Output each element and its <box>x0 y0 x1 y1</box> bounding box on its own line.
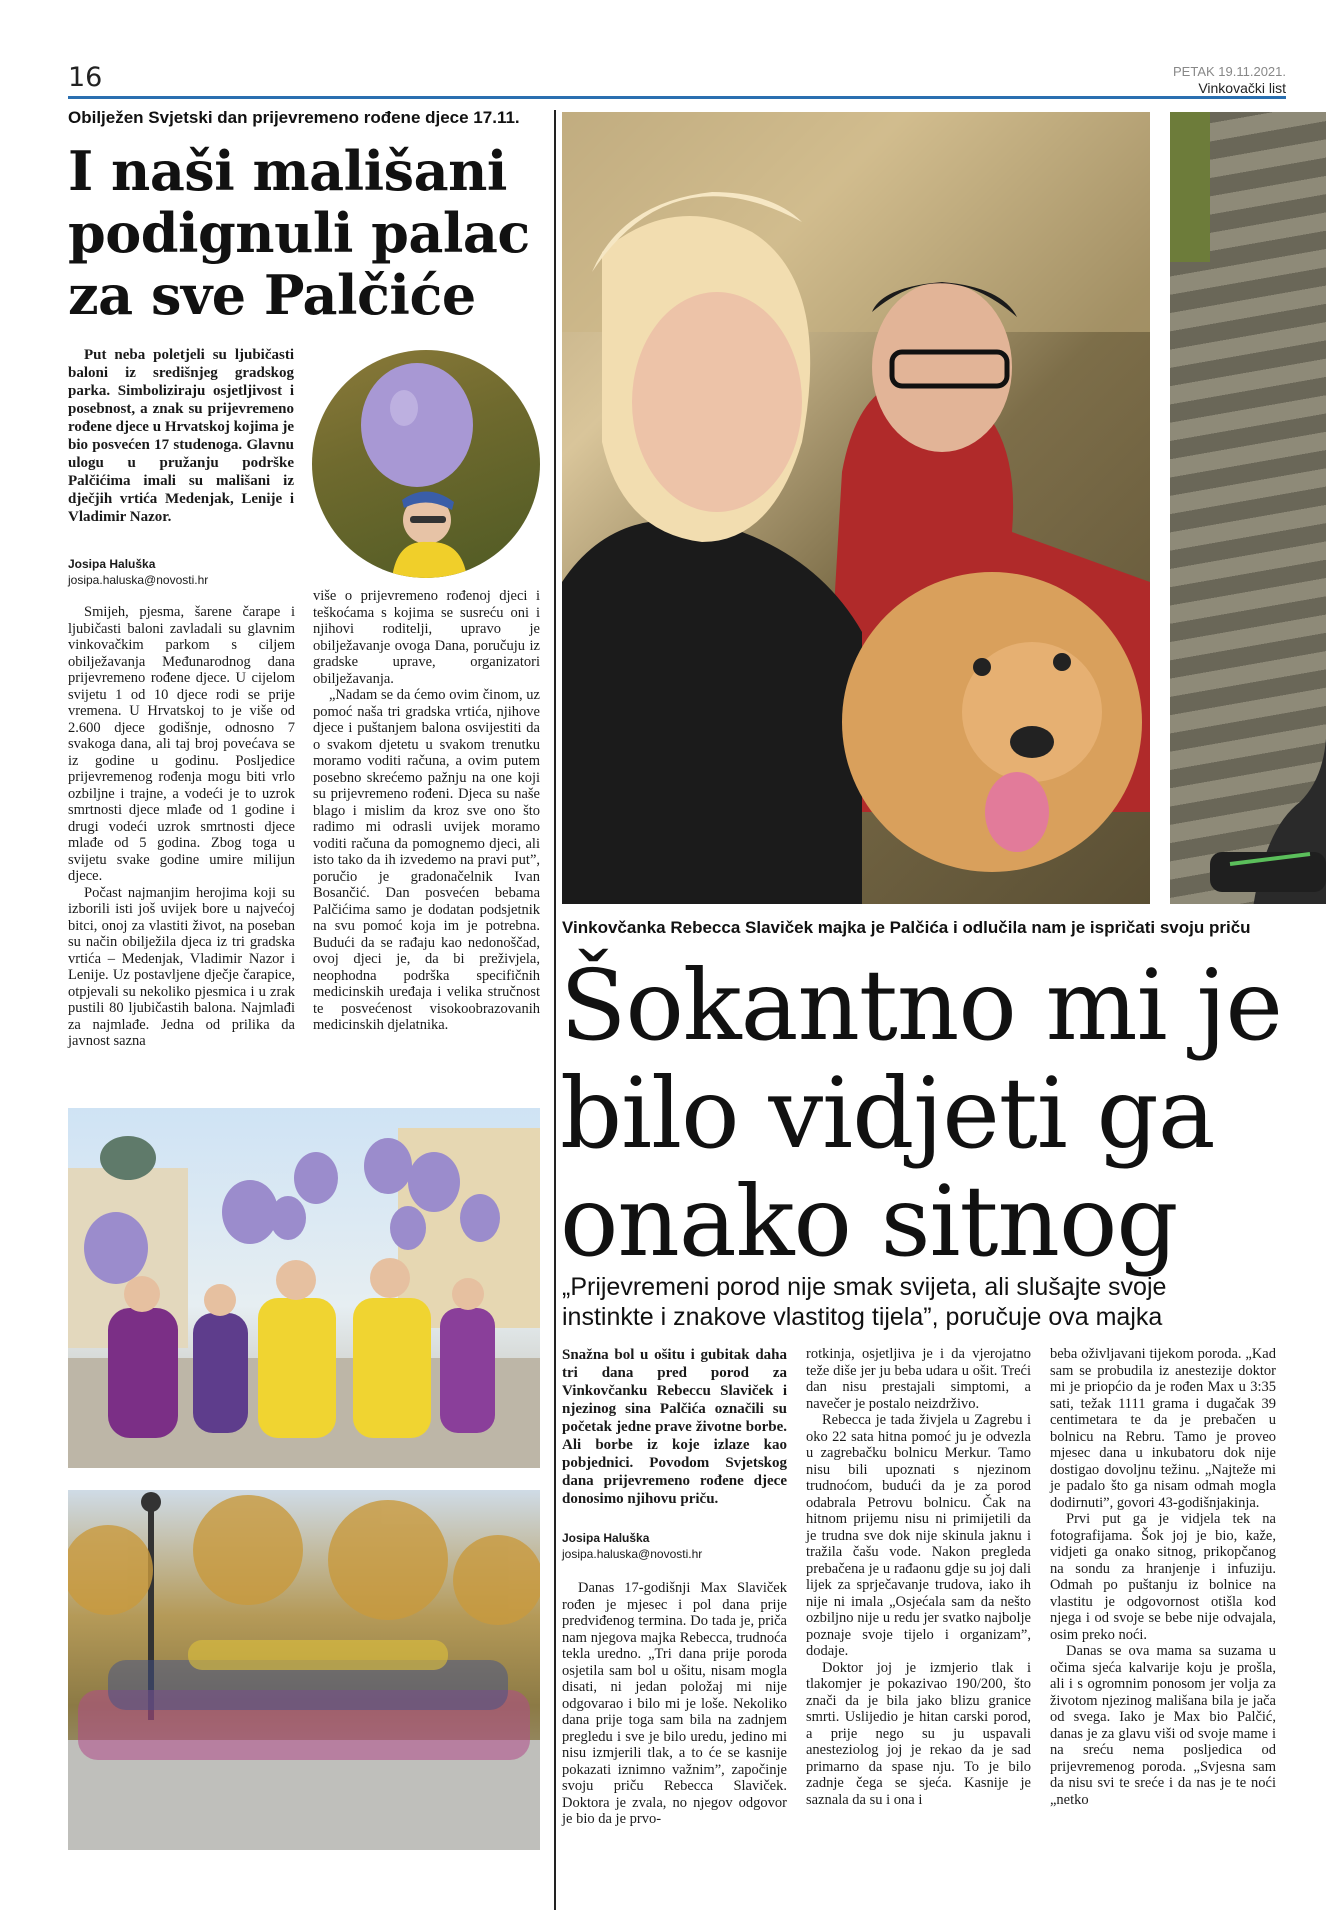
kids-group-illustration <box>68 1490 540 1850</box>
stairs-photo <box>1170 112 1326 904</box>
page-number: 16 <box>68 62 103 93</box>
article1-column-1 <box>68 604 295 1050</box>
article2-paragraph: Doktor joj je izmjerio tlak i tlakomjer je pokazivao 190/200, što znači da je bila jako blizu granice smrti. Uslijedio je hitan carski porod, a prije nego su ju uspavali anesteziolog joj je rekao da je sad primarno da spase nju. To je bilo zadnje čega se sjeća. Kasnije je saznala da su i ona i <box>806 1659 1031 1808</box>
article1-column-2 <box>313 588 540 1034</box>
article2-title-line: onako sitnog <box>560 1165 1178 1278</box>
article2-email[interactable]: josipa.haluska@novosti.hr <box>562 1547 703 1561</box>
balloon-boy-photo <box>312 350 540 578</box>
article1-paragraph: više o prijevremeno rođenoj djeci i teškoćama s kojima se susreću oni i njihovi roditelji, upravo je obilježavanje ovoga Dana, poručuju iz gradske uprave, organizatori obilježavanja. <box>313 588 540 687</box>
article2-author: Josipa Haluška <box>562 1531 650 1545</box>
article2-paragraph: beba oživljavani tijekom poroda. „Kad sam se probudila iz anestezije doktor mi je priopćio da je rođen Max u 3:35 sati, težak 1111 grama i dugačak 39 centimetara te da je prebačen u bolnicu na Rebru. Tamo je proveo mjesec dana u inkubatoru dok nije dostigao dovoljnu težinu. „Najteže mi je padalo što ga nisam odmah mogla dodirnuti”, govori 43-godišnjakinja. <box>1050 1346 1276 1511</box>
article1-title <box>68 140 558 326</box>
article1-lead: Put neba poletjeli su ljubičasti baloni iz središnjeg gradskog parka. Simboliziraju osjetljivost i posebnost, a znak su prijevremeno rođene djece u Hrvatskoj kojima je bio posvećen 17 studenoga. Glavnu ulogu u pružanju podrške Palčićima imali su mališani iz dječjih vrtića Medenjak, Lenije i Vladimir Nazor. <box>68 347 294 525</box>
rebecca-max-dog-photo <box>562 112 1150 904</box>
article2-subtitle: „Prijevremeni porod nije smak svijeta, ali slušajte svoje instinkte i znakove vlastitog tijela”, poručuje ova majka <box>562 1273 1167 1331</box>
article1-title-line: za sve Palčiće <box>68 263 476 327</box>
article1-kicker: Obilježen Svjetski dan prijevremeno rođene djece 17.11. <box>68 108 520 127</box>
article1-author: Josipa Haluška <box>68 557 156 571</box>
kids-balloons-illustration <box>68 1108 540 1468</box>
article1-paragraph: Počast najmanjim herojima koji su izborili isti još uvijek bore u najvećoj bitci, onoj za vlastiti život, na poseban su način obilježila djeca iz tri gradska vrtića – Medenjak, Vladimir Nazor i Lenije. Uz postavljene dječje čarapice, otpjevali su nekoliko pjesmica i u zrak pustili 80 ljubičastih balona. Najmlađi za najmlađe. Jedna od prilika da javnost sazna <box>68 884 295 1049</box>
balloon-boy-illustration <box>312 350 540 578</box>
article2-lead: Snažna bol u ošitu i gubitak daha tri dana pred porod za Vinkovčanku Rebeccu Slaviček i njezinog sina Palčića označili su početak jedne prave životne borbe. Ali borbe iz koje izlaze kao pobjednici. Povodom Svjetskog dana prijevremeno rođene djece donosimo njihovu priču. <box>562 1347 787 1507</box>
kids-group-photo <box>68 1490 540 1850</box>
article2-paragraph: Rebecca je tada živjela u Zagrebu i oko 22 sata hitna pomoć ju je odvezla u zagrebačku bolnicu Merkur. Tamo nisu bili upoznati s njezinom trudnoćom, budući da je za porod odabrala Petrovu bolnicu. Čak na hitnom prijemu nisu ni primijetili da je trudna sve dok nije skinula jaknu i tražila čašu vode. Nakon pregleda prebačena je u rađaonu gdje su joj dali lijek za sprječavanje trudova, iako ih nije ni imala „Osjećala sam da nešto ozbiljno nije u redu jer svatko najbolje poznaje svoje tijelo i organizam”, dodaje. <box>806 1412 1031 1659</box>
article1-title-line: podignuli palac <box>68 201 530 265</box>
article1-email[interactable]: josipa.haluska@novosti.hr <box>68 573 209 587</box>
article2-paragraph: Danas se ova mama sa suzama u očima sjeća kalvarije koju je prošla, ali i s ogromnim ponosom jer volja za životom njezinog mališana bila je jača od svega. Iako je Max bio Palčić, danas je za glavu viši od svoje mame i na sreću nema posljedica od prijevremenog poroda. „Svjesna sam da nisu svi te sreće i da nas je te noći „netko <box>1050 1643 1276 1808</box>
article2-paragraph: Danas 17-godišnji Max Slaviček rođen je mjesec i pol dana prije predviđenog termina. Do tada je, priča nam njegova majka Rebecca, trudnoća tekla uredno. „Tri dana prije poroda osjetila sam bol u ošitu, nisam mogla disati, ni jedan položaj mi nije odgovarao i bilo mi je loše. Nekoliko dana prije toga sam bila na zadnjem pregledu i sve je bilo uredu, jedino mi nisu izmjerili tlak, a to će se kasnije pokazati iznimno važnim”, započinje svoju priču Rebecca Slaviček. Doktora je zvala, no njegov odgovor je bio da je prvo- <box>562 1580 787 1827</box>
kids-balloons-photo <box>68 1108 540 1468</box>
article2-byline <box>562 1530 787 1562</box>
article1-title-line: I naši mališani <box>68 139 507 203</box>
article1-paragraph: Smijeh, pjesma, šarene čarape i ljubičasti baloni zavladali su glavnim vinkovačkim parkom s ciljem obilježavanja Međunarodnog dana prijevremeno rođene djece. U cijelom svijetu 1 od 10 djece rodi se prije vremena. U Hrvatskoj to je više od 2.600 djece godišnje, odnosno 7 svakoga dana, ali taj broj povećava se iz godine u godinu. Posljedice prijevremenog rođenja mogu biti vrlo ozbiljne i trajne, a vodeći je to uzrok smrtnosti djece mlađe od 1 godine i drugi vodeći uzrok smrtnosti djece mlađe od 5 godina. Zbog toga u svijetu svake godine umire milijun djece. <box>68 604 295 884</box>
article1-paragraph: „Nadam se da ćemo ovim činom, uz pomoć naša tri gradska vrtića, njihove djece i puštanjem balona osvijestiti da o svakom djetetu u svakom trenutku moramo voditi računa, a ovim putem posebno skrećemo pažnju na one koji su prijevremeno rođeni. Djeca su naše blago i mislim da kroz sve ono što radimo mi odrasli uvijek moramo voditi računa da pomognemo djeci, ali isto tako da ih izvedemo na pravi put”, poručio je gradonačelnik Ivan Bosančić. Dan posvećen bebama Palčićima samo je dodatan podsjetnik na svu pomoć koja im je potrebna. Budući da se rađaju kao nedonoščad, ovoj djeci je, da bi preživjela, neophodna podrška specifičnih medicinskih uređaja i velika stručnost te posvećenost visokoobrazovanih medicinskih djelatnika. <box>313 687 540 1033</box>
article1-byline <box>68 556 298 588</box>
column-divider <box>554 110 556 1910</box>
article2-title <box>560 949 1326 1278</box>
rebecca-max-dog-illustration <box>562 112 1150 904</box>
article2-paragraph: rotkinja, osjetljiva je i da vjerojatno teže diše jer ju beba udara u ošit. Treći dan nisu prestajali simptomi, a navečer je postalo neizdrživo. <box>806 1346 1031 1412</box>
article2-paragraph: Prvi put ga je vidjela tek na fotografijama. Šok joj je bio, kaže, vidjeti ga onako sitnog, prikopčanog na sondu za hranjenje i infuziju. Odmah po puštanju iz bolnice na vlastitu je odgovornost otišla kod njega i od svoje se bebe nije odvajala, osim preko noći. <box>1050 1511 1276 1643</box>
stairs-illustration <box>1170 112 1326 904</box>
paper-name: Vinkovački list <box>1198 80 1286 96</box>
article2-title-line: Šokantno mi je <box>560 949 1282 1062</box>
issue-date: PETAK 19.11.2021. <box>1173 64 1286 79</box>
article2-column-3 <box>1050 1346 1276 1808</box>
article2-column-1 <box>562 1580 787 1828</box>
article2-column-2 <box>806 1346 1031 1808</box>
article2-title-line: bilo vidjeti ga <box>560 1057 1215 1170</box>
article2-kicker: Vinkovčanka Rebecca Slaviček majka je Palčića i odlučila nam je ispričati svoju priču <box>562 918 1251 937</box>
header-rule <box>68 96 1286 99</box>
